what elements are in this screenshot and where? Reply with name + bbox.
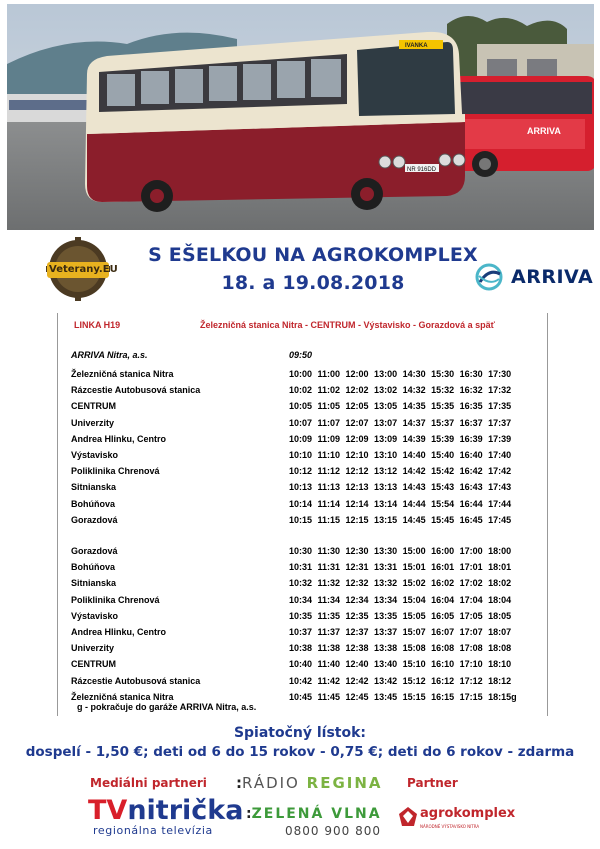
departure-times: 10:32 11:32 12:32 13:32 15:02 16:02 17:02 18:02 [289, 578, 512, 589]
departure-times: 10:31 11:31 12:31 13:31 15:01 16:01 17:01 18:01 [289, 562, 512, 573]
stop-name: Andrea Hlinku, Centro [71, 433, 167, 444]
tv-part1: TV [88, 795, 128, 826]
stop-name: Poliklinika Chrenová [71, 466, 160, 477]
red-bus-brand: ARRIVA [527, 126, 561, 136]
departure-times: 10:02 11:02 12:02 13:02 14:32 15:32 16:32 17:32 [289, 385, 512, 396]
departure-times: 10:05 11:05 12:05 13:05 14:35 15:35 16:35 17:35 [289, 401, 512, 412]
departure-times: 10:38 11:38 12:38 13:38 15:08 16:08 17:08 18:08 [289, 643, 512, 654]
stop-name: Andrea Hlinku, Centro [71, 627, 167, 637]
tv-part2: nitrička [127, 795, 244, 826]
departure-times: 10:14 11:14 12:14 13:14 14:44 15:54 16:44 17:44 [289, 498, 512, 509]
stop-name: Gorazdová [71, 546, 118, 556]
zelena-dot: : [246, 806, 252, 822]
stop-name: Univerzity [71, 643, 115, 654]
departure-times: 10:40 11:40 12:40 13:40 15:10 16:10 17:10 18:10 [289, 659, 512, 670]
ticket-prices: dospelí - 1,50 €; deti od 6 do 15 rokov - 0,75 €; deti do 6 rokov - zdarma [25, 744, 575, 760]
stop-name: Rázcestie Autobusová stanica [71, 675, 201, 686]
zelena-vlna-logo [246, 806, 382, 822]
media-partners-label: Mediálni partneri [90, 776, 207, 790]
arriva-logo-text: ARRIVA [511, 266, 594, 288]
departure-times: 10:42 11:42 12:42 13:42 15:12 16:12 17:12 18:12 [289, 675, 512, 686]
stop-name: CENTRUM [71, 659, 116, 670]
title-line2: 18. a 19.08.2018 [221, 272, 405, 294]
stop-name: Univerzity [71, 417, 115, 428]
departure-times: 10:34 11:34 12:34 13:34 15:04 16:04 17:04 18:04 [289, 594, 512, 605]
stop-name: Výstavisko [71, 610, 119, 621]
partner-label: Partner [407, 776, 458, 790]
departure-times: 10:13 11:13 12:13 13:13 14:43 15:43 16:43 17:43 [289, 482, 512, 493]
departure-times: 10:09 11:09 12:09 13:09 14:39 15:39 16:39 17:39 [289, 433, 512, 444]
agrokomplex-subtitle: NÁRODNÉ VÝSTAVISKO NITRA [420, 824, 480, 829]
arriva-swirl-icon [474, 262, 506, 292]
departure-times: 10:30 11:30 12:30 13:30 15:00 16:00 17:00 18:00 [289, 546, 512, 556]
radio-regina-name: REGINA [306, 774, 383, 792]
bus-plate: NR 916DD [407, 167, 437, 173]
stop-name: Výstavisko [71, 450, 119, 460]
bus-photo-illustration [7, 4, 594, 230]
departure-times: 10:00 11:00 12:00 13:00 14:30 15:30 16:30 17:30 [289, 369, 512, 379]
departure-times: 10:07 11:07 12:07 13:07 14:37 15:37 16:37 17:37 [289, 417, 512, 428]
bus-destination: IVANKA [405, 43, 428, 49]
departure-times: 10:10 11:10 12:10 13:10 14:40 15:40 16:40 17:40 [289, 450, 512, 460]
departure-times: 10:12 11:12 12:12 13:12 14:42 15:42 16:42 17:42 [289, 466, 512, 477]
route-label: Železničná stanica Nitra - CENTRUM - Výstavisko - Gorazdová a späť [200, 320, 495, 330]
veterany-logo [46, 237, 118, 301]
stop-name: Poliklinika Chrenová [71, 594, 160, 605]
title-line1: S EŠELKOU NA AGROKOMPLEX [148, 244, 478, 266]
stop-name: Rázcestie Autobusová stanica [71, 385, 201, 396]
stop-name: Železničná stanica Nitra [71, 691, 174, 702]
departure-times: 10:35 11:35 12:35 13:35 15:05 16:05 17:05 18:05 [289, 610, 512, 621]
departure-times: 10:15 11:15 12:15 13:15 14:45 15:45 16:45 17:45 [289, 514, 512, 525]
stop-name: Bohúňova [71, 562, 115, 573]
radio-regina-logo [236, 774, 383, 792]
agrokomplex-name: agrokomplex [420, 806, 516, 821]
operator-name: ARRIVA Nitra, a.s. [71, 350, 148, 360]
departure-times: 10:37 11:37 12:37 13:37 15:07 16:07 17:07 18:07 [289, 627, 512, 637]
tv-subtitle: regionálna televízia [93, 824, 213, 837]
stop-name: Železničná stanica Nitra [71, 369, 174, 379]
departure-times: 10:45 11:45 12:45 13:45 15:15 16:15 17:15 18:15g [289, 691, 517, 702]
stop-name: Sitnianska [71, 578, 117, 589]
stop-name: CENTRUM [71, 401, 116, 412]
zelena-name: ZELENÁ VLNA [251, 806, 382, 822]
veterany-logo-text: Veterany.EU [49, 264, 118, 275]
radio-dot: : [236, 774, 242, 792]
agrokomplex-emblem-icon [398, 806, 418, 828]
line-label: LINKA H19 [74, 320, 121, 330]
old-bus [85, 32, 465, 212]
stop-name: Bohúňova [71, 498, 115, 509]
stop-name: Sitnianska [71, 482, 117, 493]
stop-name: Gorazdová [71, 514, 118, 525]
arriva-logo [474, 262, 594, 292]
bus-photo [7, 4, 594, 230]
page-title [128, 244, 498, 294]
ticket-heading: Spiatočný lístok: [233, 725, 367, 741]
agrokomplex-logo [398, 806, 538, 836]
radio-name: RÁDIO [242, 774, 300, 792]
operator-time: 09:50 [289, 350, 313, 360]
zelena-phone: 0800 900 800 [285, 824, 381, 838]
timetable-note: g - pokračuje do garáže ARRIVA Nitra, a.s. [77, 702, 257, 712]
tv-nitricka-logo [88, 797, 243, 825]
